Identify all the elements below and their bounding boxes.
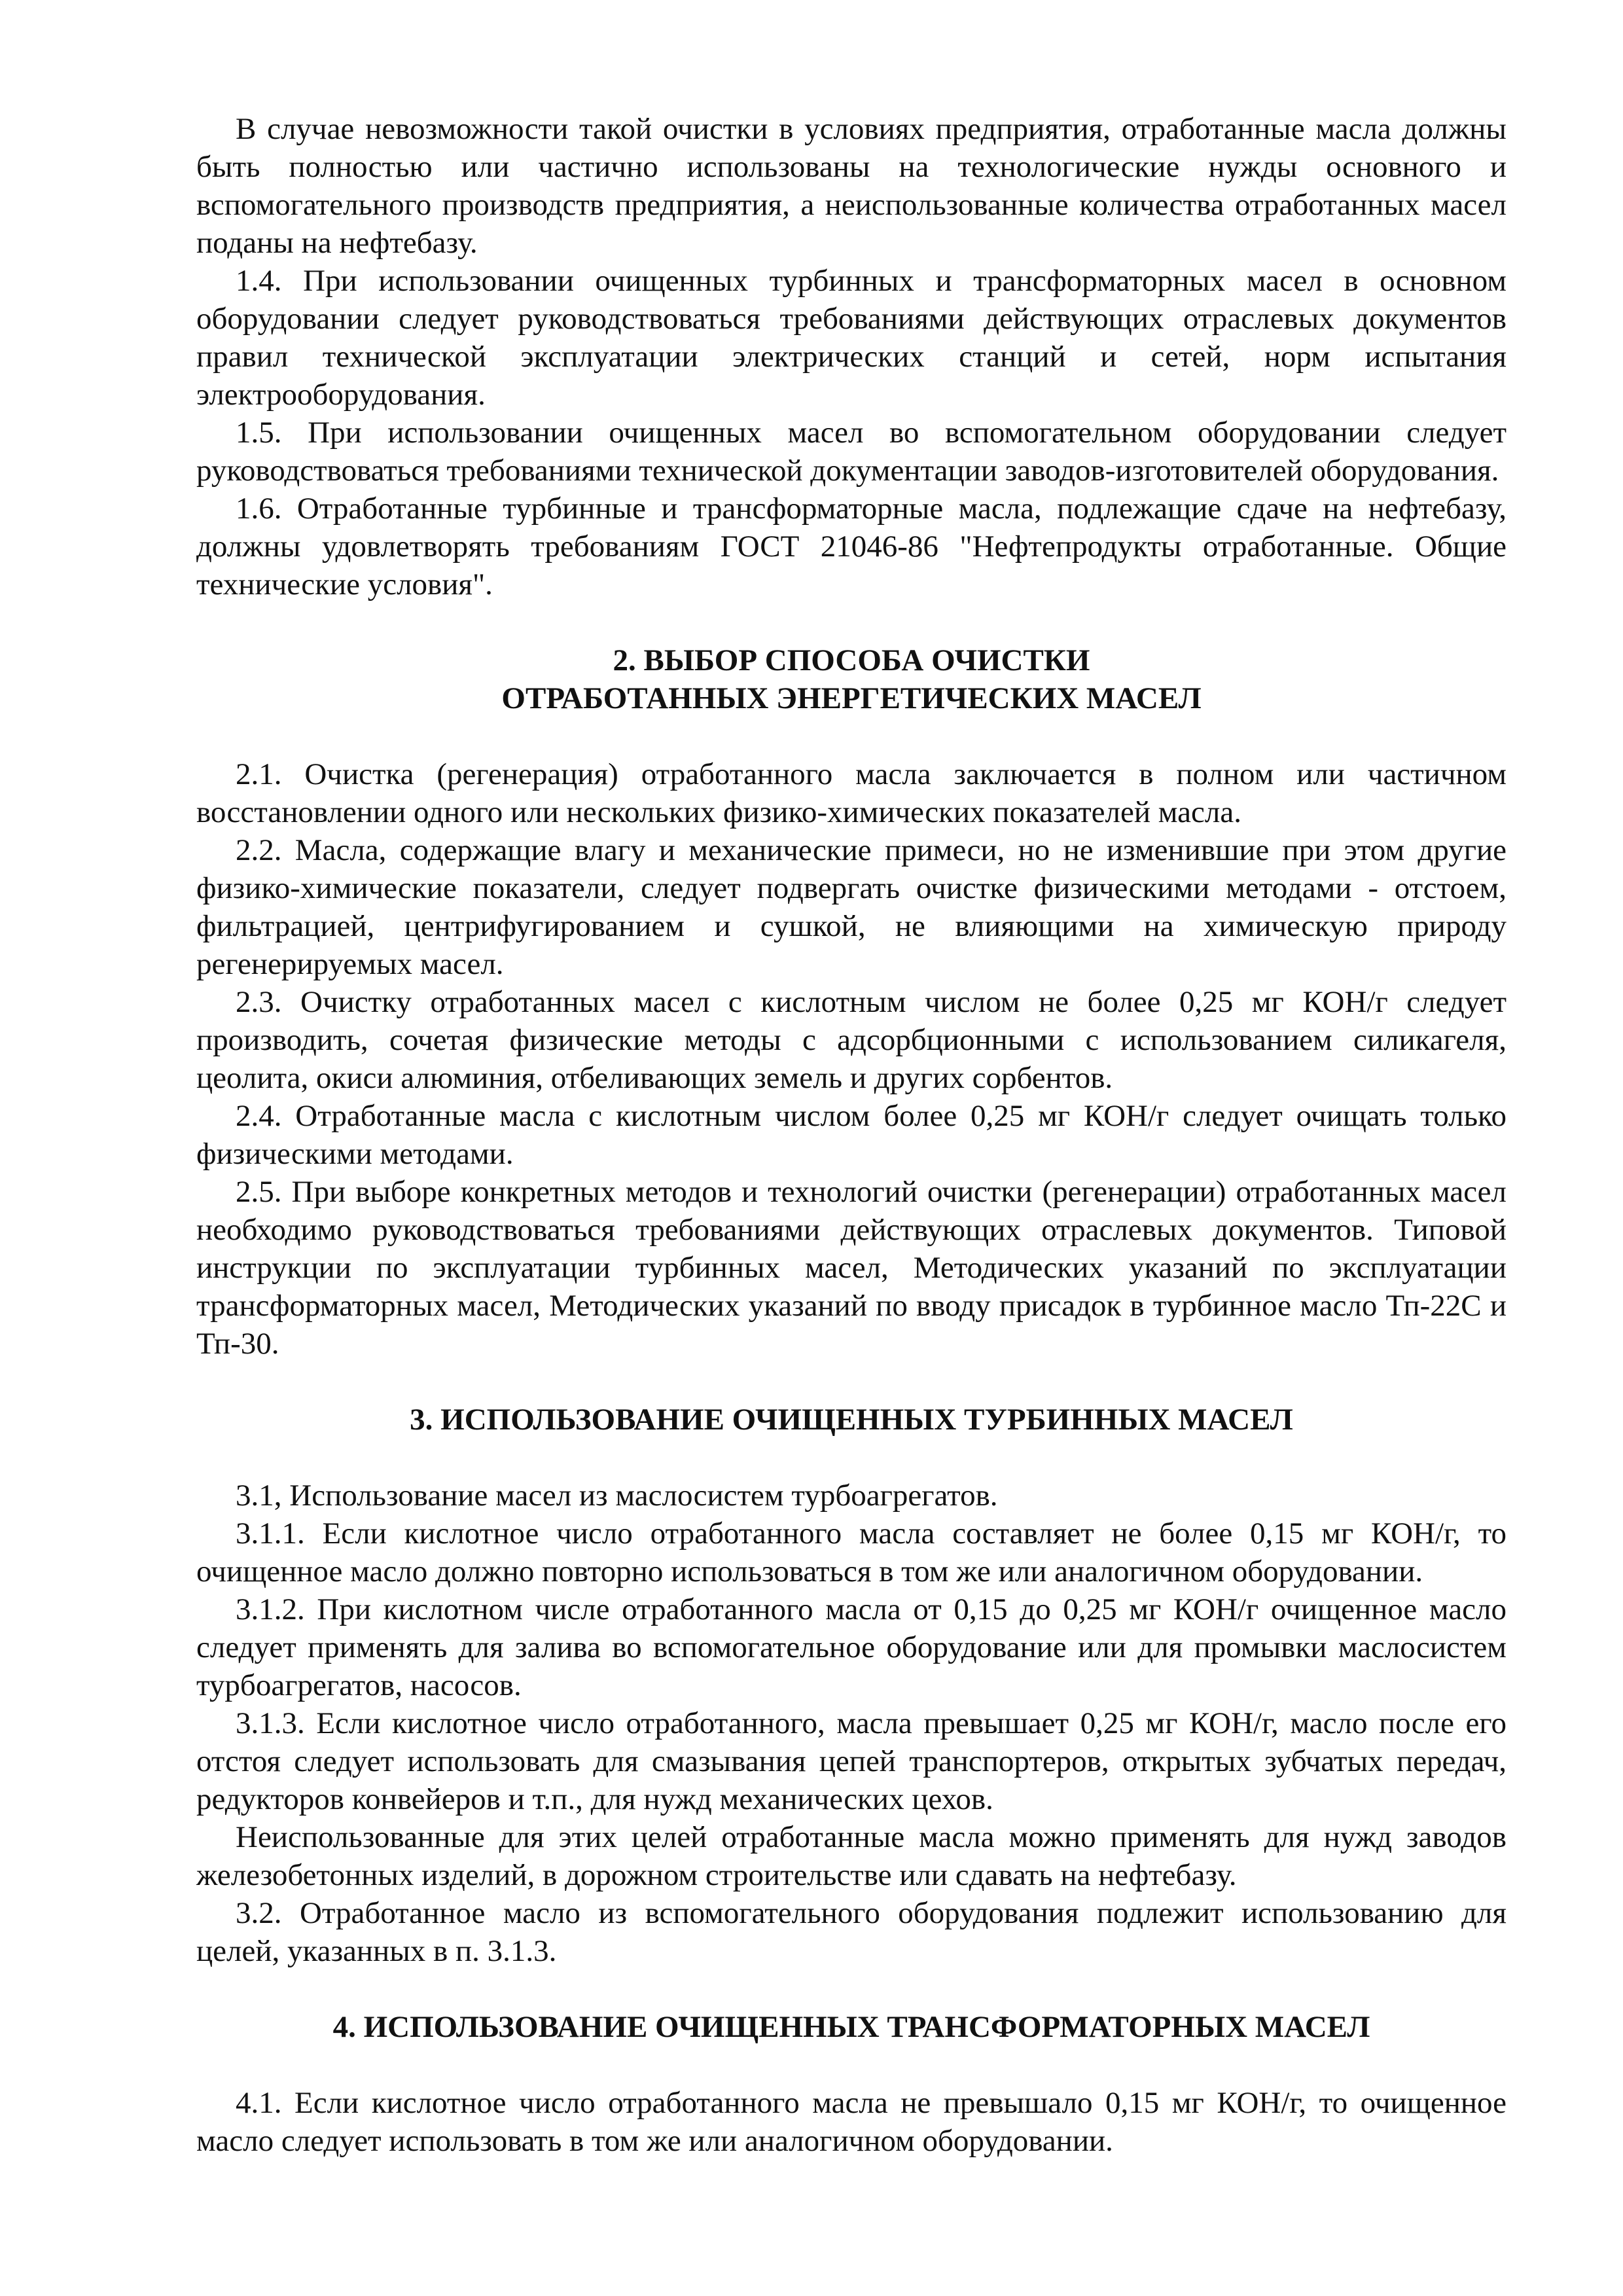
paragraph-2-4: 2.4. Отработанные масла с кислотным числом более 0,25 мг КОН/г следует очищать только физическими методами. [196,1099,1507,1171]
paragraph-3-2: 3.2. Отработанное масло из вспомогательного оборудования подлежит использованию для целей, указанных в п. 3.1.3. [196,1896,1507,1968]
paragraph-1-6: 1.6. Отработанные турбинные и трансформаторные масла, подлежащие сдаче на нефтебазу, должны удовлетворять требованиям ГОСТ 21046-86 "Нефтепродукты отработанные. Общие технические условия". [196,492,1507,601]
section-4-body [196,2084,1507,2160]
section-3-body [196,1477,1507,1970]
section-4-heading: 4. ИСПОЛЬЗОВАНИЕ ОЧИЩЕННЫХ ТРАНСФОРМАТОРНЫХ МАСЕЛ [332,2010,1370,2044]
paragraph-2-5: 2.5. При выборе конкретных методов и технологий очистки (регенерации) отработанных масел необходимо руководствоваться требованиями действующих отраслевых документов. Типовой инструкции по эксплуатации турбинных масел, Методических указаний по эксплуатации трансформаторных масел, Методических указаний по вводу присадок в турбинное масло Тп-22С и Тп-30. [196,1175,1507,1361]
section-2-heading [196,641,1507,717]
paragraph-2-3: 2.3. Очистку отработанных масел с кислотным числом не более 0,25 мг КОН/г следует производить, сочетая физические методы с адсорбционными с использованием силикагеля, цеолита, окиси алюминия, отбеливающих земель и других сорбентов. [196,985,1507,1095]
paragraph-1-4: 1.4. При использовании очищенных турбинных и трансформаторных масел в основном оборудовании следует руководствоваться требованиями действующих отраслевых документов правил технической эксплуатации электрических станций и сетей, норм испытания электрооборудования. [196,264,1507,412]
section-3-heading: 3. ИСПОЛЬЗОВАНИЕ ОЧИЩЕННЫХ ТУРБИННЫХ МАСЕЛ [410,1403,1293,1437]
paragraph-3-1-2: 3.1.2. При кислотном числе отработанного масла от 0,15 до 0,25 мг КОН/г очищенное масло следует применять для залива во вспомогательное оборудование или для промывки маслосистем турбоагрегатов, насосов. [196,1592,1507,1702]
paragraph-2-1: 2.1. Очистка (регенерация) отработанного масла заключается в полном или частичном восстановлении одного или нескольких физико-химических показателей масла. [196,757,1507,829]
paragraph: В случае невозможности такой очистки в условиях предприятия, отработанные масла должны быть полностью или частично использованы на технологические нужды основного и вспомогательного производств предприятия, а неиспользованные количества отработанных масел поданы на нефтебазу. [196,112,1507,260]
paragraph-3-1-3: 3.1.3. Если кислотное число отработанного, масла превышает 0,25 мг КОН/г, масло после его отстоя следует использовать для смазывания цепей транспортеров, открытых зубчатых передач, редукторов конвейеров и т.п., для нужд механических цехов. [196,1706,1507,1816]
paragraph-3-1: 3.1, Использование масел из маслосистем турбоагрегатов. [236,1479,998,1513]
paragraph-2-2: 2.2. Масла, содержащие влагу и механические примеси, но не изменившие при этом другие физико-химические показатели, следует подвергать очистке физическими методами - отстоем, фильтрацией, центрифугированием и сушкой, не влияющими на химическую природу регенерируемых масел. [196,833,1507,981]
intro-block [196,110,1507,603]
paragraph-unused-oils: Неиспользованные для этих целей отработанные масла можно применять для нужд заводов железобетонных изделий, в дорожном строительстве или сдавать на нефтебазу. [196,1820,1507,1892]
paragraph-4-1: 4.1. Если кислотное число отработанного масла не превышало 0,15 мг КОН/г, то очищенное масло следует использовать в том же или аналогичном оборудовании. [196,2086,1507,2158]
section-2-heading-line-1: 2. ВЫБОР СПОСОБА ОЧИСТКИ [613,643,1090,677]
paragraph-1-5: 1.5. При использовании очищенных масел во вспомогательном оборудовании следует руководствоваться требованиями технической документации заводов-изготовителей оборудования. [196,416,1507,488]
section-2-heading-line-2: ОТРАБОТАННЫХ ЭНЕРГЕТИЧЕСКИХ МАСЕЛ [501,681,1202,715]
paragraph-3-1-1: 3.1.1. Если кислотное число отработанного масла составляет не более 0,15 мг КОН/г, то очищенное масло должно повторно использоваться в том же или аналогичном оборудовании. [196,1516,1507,1588]
section-2-body [196,755,1507,1363]
